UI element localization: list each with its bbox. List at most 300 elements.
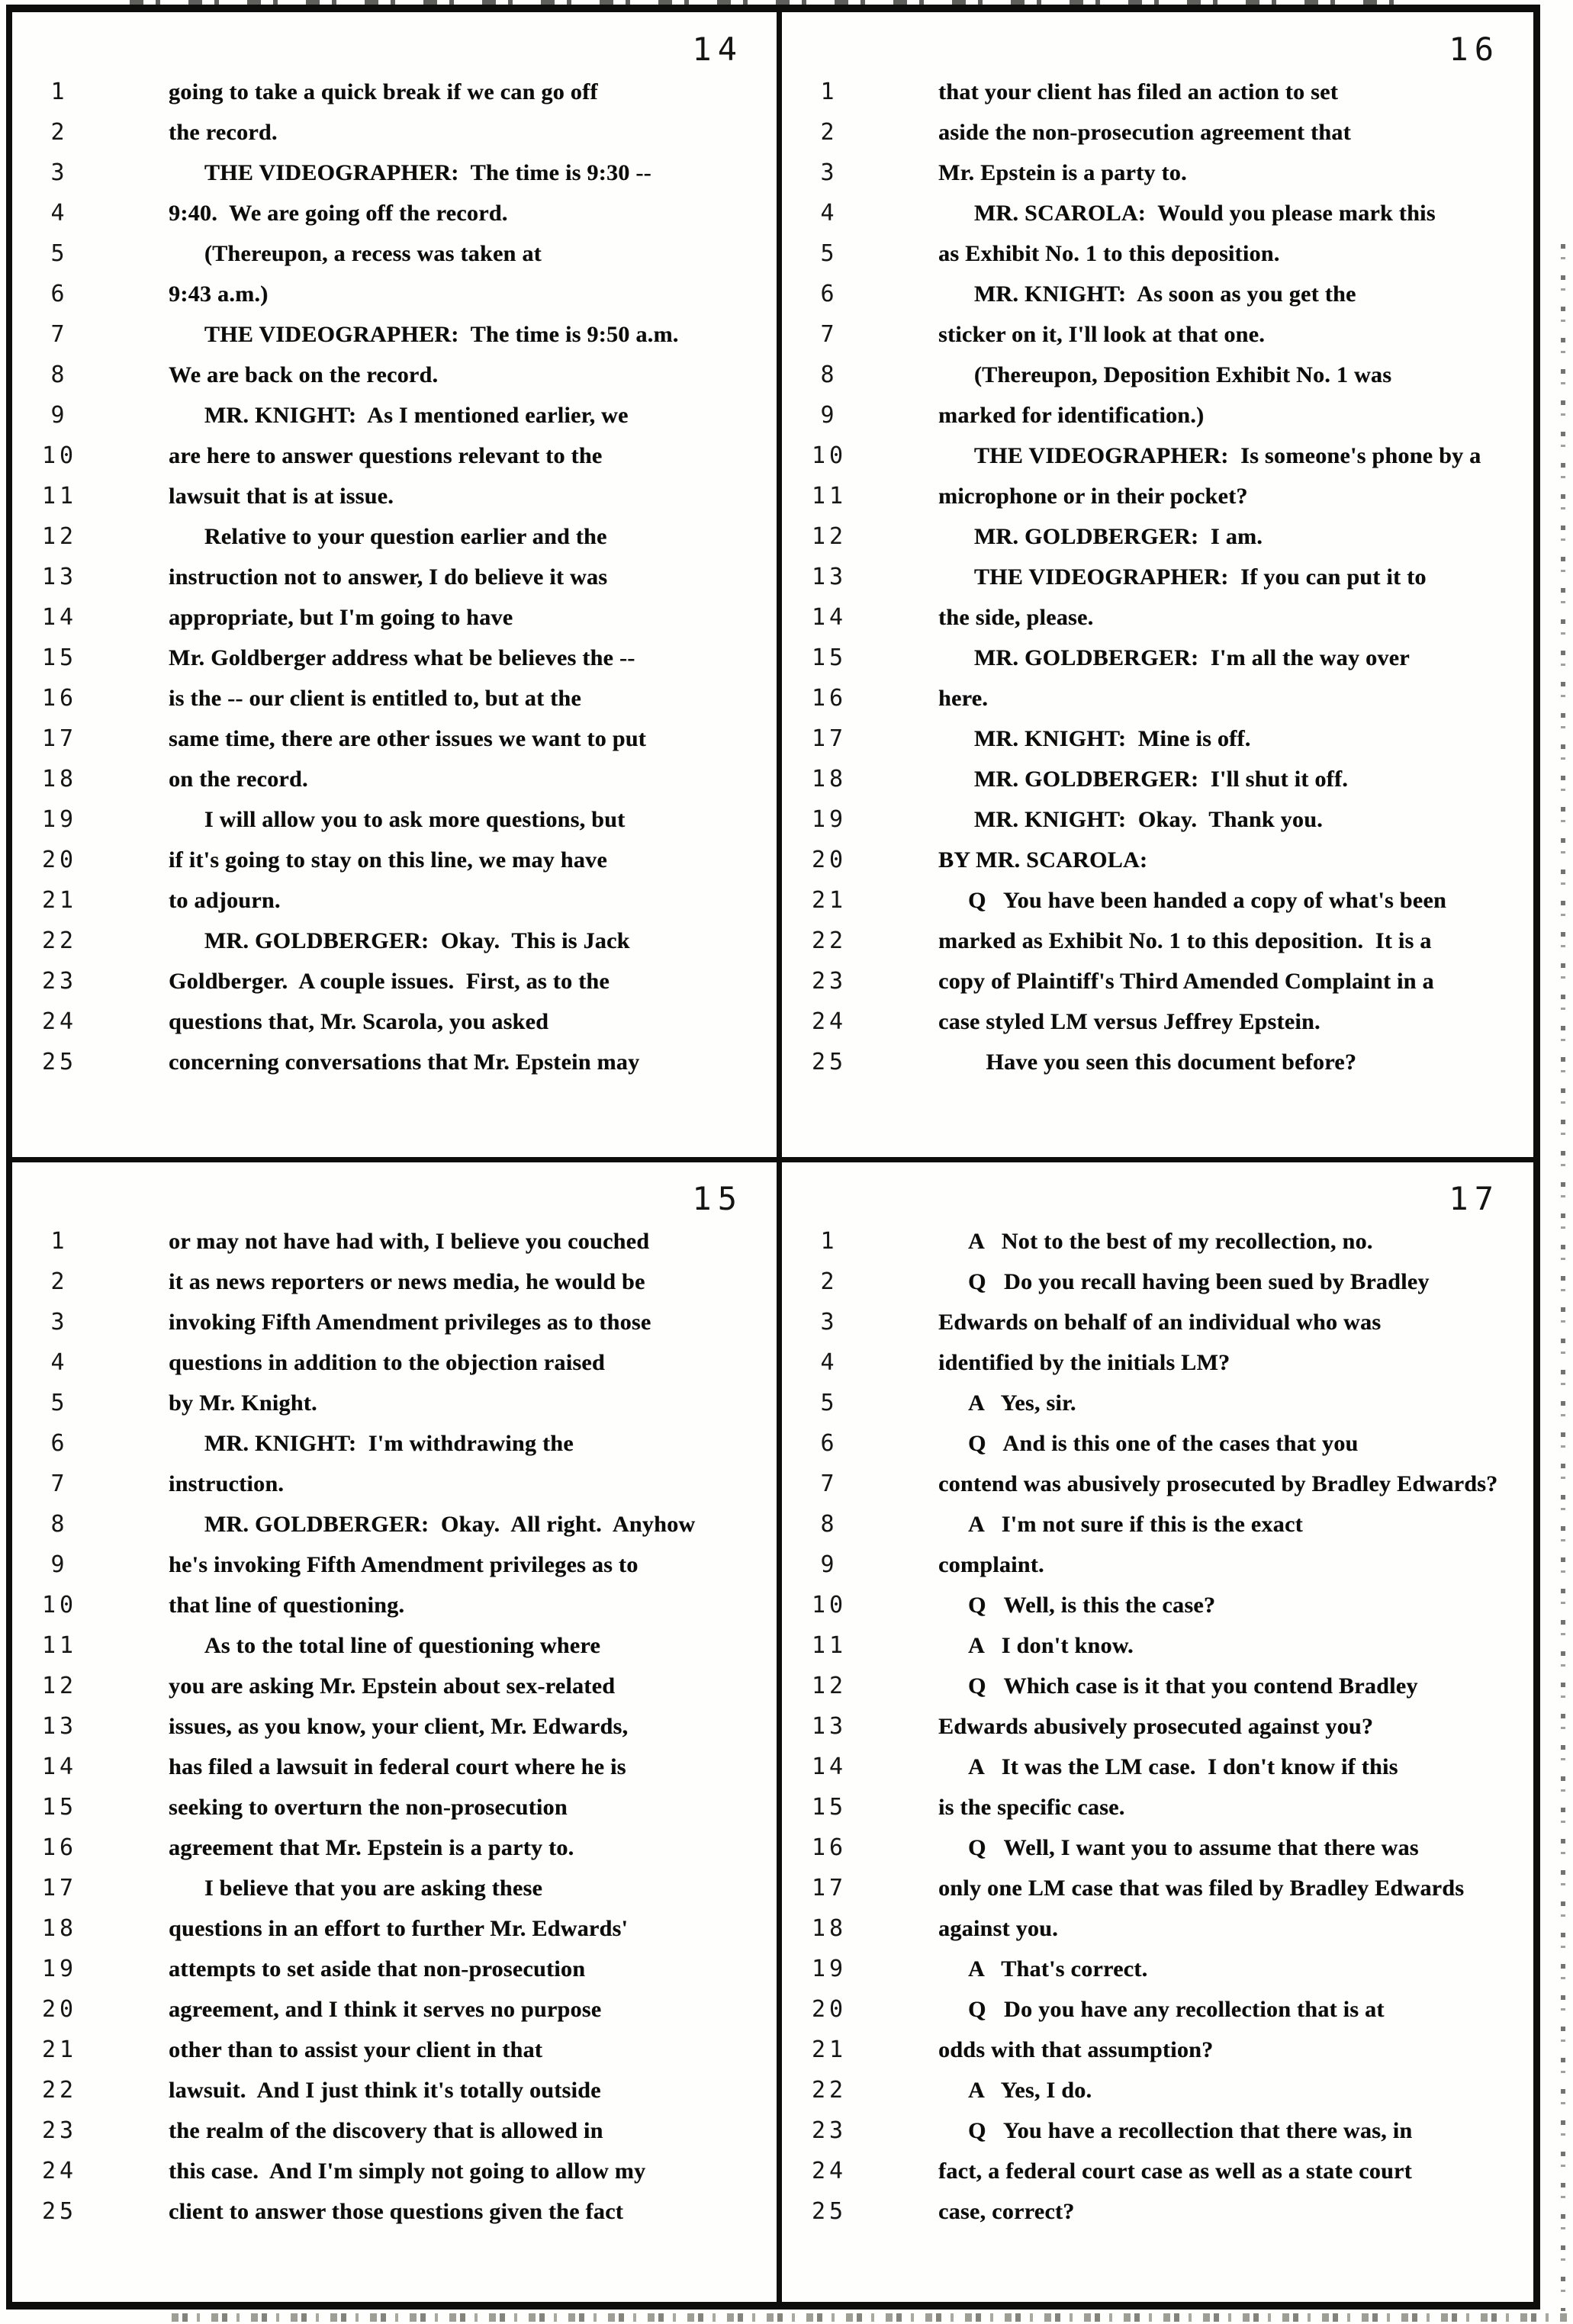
- line-number: 8: [820, 1511, 838, 1538]
- line-number: 12: [41, 523, 78, 550]
- line-number: 17: [811, 725, 848, 752]
- transcript-line: [782, 355, 1532, 395]
- transcript-line: [782, 72, 1532, 112]
- line-number: 2: [820, 119, 838, 146]
- transcript-line: [782, 436, 1532, 476]
- transcript-line: [12, 436, 775, 476]
- transcript-line: [782, 1042, 1532, 1082]
- line-text: THE VIDEOGRAPHER: Is someone's phone by a: [938, 442, 1481, 468]
- line-number: 10: [811, 442, 848, 469]
- line-text: Q Well, is this the case?: [938, 1592, 1216, 1618]
- line-number: 19: [41, 1956, 78, 1982]
- line-text: it as news reporters or news media, he would be: [169, 1268, 645, 1294]
- transcript-line: [782, 153, 1532, 193]
- transcript-line: [12, 1747, 775, 1787]
- transcript-line: [782, 961, 1532, 1001]
- line-number: 3: [820, 1309, 838, 1336]
- transcript-line: [12, 1262, 775, 1302]
- line-text: Mr. Goldberger address what be believes the --: [169, 644, 635, 670]
- transcript-line: [782, 112, 1532, 153]
- transcript-line: [12, 72, 775, 112]
- scan-noise-bottom-edge: [172, 2313, 1568, 2322]
- transcript-line: [782, 638, 1532, 678]
- line-number: 2: [50, 1268, 69, 1295]
- line-text: MR. KNIGHT: I'm withdrawing the: [169, 1430, 574, 1456]
- line-text: aside the non-prosecution agreement that: [938, 119, 1351, 145]
- transcript-line: [782, 2110, 1532, 2151]
- line-number: 18: [41, 1915, 78, 1942]
- line-text: Mr. Epstein is a party to.: [938, 159, 1187, 185]
- transcript-line: [782, 2151, 1532, 2191]
- transcript-page-15: [12, 1162, 777, 2302]
- line-number: 3: [50, 1309, 69, 1336]
- line-number: 8: [50, 362, 69, 388]
- transcript-line: [12, 2191, 775, 2232]
- line-number: 24: [811, 2158, 848, 2184]
- line-number: 18: [811, 1915, 848, 1942]
- line-text: attempts to set aside that non-prosecution: [169, 1956, 586, 1982]
- line-number: 11: [811, 483, 848, 509]
- line-text: A Yes, I do.: [938, 2077, 1092, 2103]
- line-number: 11: [41, 483, 78, 509]
- line-number: 17: [811, 1875, 848, 1901]
- line-text: the side, please.: [938, 604, 1094, 630]
- line-number: 3: [50, 159, 69, 186]
- line-number: 9: [820, 1551, 838, 1578]
- line-number: 19: [41, 806, 78, 833]
- line-number: 7: [820, 1471, 838, 1497]
- line-number: 9: [50, 1551, 69, 1578]
- line-text: MR. KNIGHT: Mine is off.: [938, 725, 1251, 751]
- transcript-line: [782, 880, 1532, 921]
- transcript-line: [12, 638, 775, 678]
- line-number: 5: [820, 240, 838, 267]
- line-text: as Exhibit No. 1 to this deposition.: [938, 240, 1280, 266]
- line-number: 9: [820, 402, 838, 429]
- line-text: A Yes, sir.: [938, 1390, 1076, 1416]
- line-text: We are back on the record.: [169, 362, 439, 387]
- line-number: 24: [41, 1008, 78, 1035]
- line-text: against you.: [938, 1915, 1058, 1941]
- line-list: [782, 1221, 1532, 2232]
- line-text: the realm of the discovery that is allowed in: [169, 2117, 603, 2143]
- line-text: other than to assist your client in that: [169, 2036, 543, 2062]
- line-number: 22: [41, 927, 78, 954]
- line-number: 14: [41, 604, 78, 631]
- line-text: lawsuit. And I just think it's totally outside: [169, 2077, 601, 2103]
- line-text: MR. KNIGHT: Okay. Thank you.: [938, 806, 1323, 832]
- transcript-line: [12, 2151, 775, 2191]
- line-text: has filed a lawsuit in federal court where he is: [169, 1753, 626, 1779]
- transcript-line: [12, 1625, 775, 1666]
- line-number: 14: [811, 1753, 848, 1780]
- transcript-line: [12, 1949, 775, 1989]
- line-number: 10: [811, 1592, 848, 1618]
- line-text: (Thereupon, a recess was taken at: [169, 240, 542, 266]
- transcript-line: [782, 921, 1532, 961]
- transcript-line: [12, 1666, 775, 1706]
- transcript-line: [782, 557, 1532, 597]
- line-text: or may not have had with, I believe you couched: [169, 1228, 650, 1254]
- line-text: A I'm not sure if this is the exact: [938, 1511, 1303, 1537]
- line-number: 13: [41, 1713, 78, 1740]
- transcript-line: [782, 1001, 1532, 1042]
- transcript-line: [782, 395, 1532, 436]
- line-number: 8: [820, 362, 838, 388]
- transcript-line: [12, 314, 775, 355]
- line-text: instruction not to answer, I do believe it was: [169, 564, 608, 590]
- line-number: 13: [41, 564, 78, 590]
- line-text: questions in an effort to further Mr. Edwards': [169, 1915, 629, 1941]
- line-text: same time, there are other issues we want to put: [169, 725, 646, 751]
- line-text: MR. GOLDBERGER: Okay. This is Jack: [169, 927, 630, 953]
- line-text: Q Well, I want you to assume that there was: [938, 1834, 1419, 1860]
- line-number: 9: [50, 402, 69, 429]
- line-text: contend was abusively prosecuted by Bradley Edwards?: [938, 1471, 1498, 1496]
- line-text: the record.: [169, 119, 278, 145]
- line-number: 24: [41, 2158, 78, 2184]
- transcript-line: [12, 516, 775, 557]
- transcript-line: [12, 355, 775, 395]
- transcript-line: [12, 1827, 775, 1868]
- transcript-line: [12, 1342, 775, 1383]
- line-number: 5: [820, 1390, 838, 1416]
- line-number: 25: [41, 2198, 78, 2225]
- line-text: microphone or in their pocket?: [938, 483, 1248, 509]
- line-text: MR. GOLDBERGER: I am.: [938, 523, 1263, 549]
- transcript-line: [12, 193, 775, 233]
- line-number: 1: [50, 79, 69, 105]
- line-number: 4: [50, 200, 69, 227]
- line-text: is the -- our client is entitled to, but at the: [169, 685, 582, 711]
- transcript-line: [782, 1868, 1532, 1908]
- line-number: 21: [41, 887, 78, 914]
- line-number: 4: [50, 1349, 69, 1376]
- line-text: issues, as you know, your client, Mr. Edwards,: [169, 1713, 629, 1739]
- line-text: agreement that Mr. Epstein is a party to.: [169, 1834, 574, 1860]
- transcript-line: [782, 1949, 1532, 1989]
- transcript-line: [782, 476, 1532, 516]
- line-number: 11: [41, 1632, 78, 1659]
- transcript-line: [12, 759, 775, 799]
- line-text: (Thereupon, Deposition Exhibit No. 1 was: [938, 362, 1392, 387]
- line-number: 6: [50, 1430, 69, 1457]
- line-text: that your client has filed an action to set: [938, 79, 1338, 104]
- line-number: 20: [811, 847, 848, 873]
- transcript-line: [782, 1262, 1532, 1302]
- transcript-line: [782, 2191, 1532, 2232]
- transcript-line: [782, 2070, 1532, 2110]
- transcript-line: [782, 1302, 1532, 1342]
- line-text: by Mr. Knight.: [169, 1390, 317, 1416]
- line-number: 5: [50, 1390, 69, 1416]
- line-number: 22: [811, 927, 848, 954]
- transcript-line: [12, 1585, 775, 1625]
- line-text: case styled LM versus Jeffrey Epstein.: [938, 1008, 1320, 1034]
- transcript-line: [12, 2070, 775, 2110]
- line-text: complaint.: [938, 1551, 1044, 1577]
- line-text: MR. GOLDBERGER: I'm all the way over: [938, 644, 1410, 670]
- transcript-line: [12, 1545, 775, 1585]
- transcript-line: [12, 840, 775, 880]
- transcript-line: [782, 597, 1532, 638]
- line-text: marked as Exhibit No. 1 to this deposition. It is a: [938, 927, 1432, 953]
- transcript-line: [782, 1666, 1532, 1706]
- line-text: to adjourn.: [169, 887, 281, 913]
- line-text: case, correct?: [938, 2198, 1075, 2224]
- line-text: MR. GOLDBERGER: I'll shut it off.: [938, 766, 1349, 792]
- line-number: 14: [811, 604, 848, 631]
- line-number: 7: [50, 321, 69, 348]
- line-text: A I don't know.: [938, 1632, 1134, 1658]
- line-number: 15: [41, 644, 78, 671]
- transcript-line: [782, 1383, 1532, 1423]
- line-text: seeking to overturn the non-prosecution: [169, 1794, 568, 1820]
- line-number: 2: [820, 1268, 838, 1295]
- line-number: 20: [811, 1996, 848, 2023]
- line-text: lawsuit that is at issue.: [169, 483, 394, 509]
- line-number: 18: [811, 766, 848, 792]
- transcript-line: [12, 1464, 775, 1504]
- line-text: that line of questioning.: [169, 1592, 405, 1618]
- line-text: I believe that you are asking these: [169, 1875, 543, 1901]
- line-number: 1: [820, 1228, 838, 1255]
- transcript-line: [12, 1504, 775, 1545]
- line-text: I will allow you to ask more questions, but: [169, 806, 626, 832]
- line-text: identified by the initials LM?: [938, 1349, 1230, 1375]
- transcript-line: [12, 2030, 775, 2070]
- page-number: 15: [692, 1180, 743, 1217]
- scan-noise-right-edge: [1561, 244, 1565, 2311]
- transcript-line: [782, 1504, 1532, 1545]
- transcript-line: [782, 759, 1532, 799]
- transcript-line: [12, 1423, 775, 1464]
- line-text: MR. GOLDBERGER: Okay. All right. Anyhow: [169, 1511, 696, 1537]
- line-number: 15: [811, 644, 848, 671]
- line-number: 22: [811, 2077, 848, 2104]
- line-number: 20: [41, 847, 78, 873]
- line-text: Q You have a recollection that there was, in: [938, 2117, 1413, 2143]
- line-number: 15: [41, 1794, 78, 1821]
- line-number: 22: [41, 2077, 78, 2104]
- transcript-line: [12, 597, 775, 638]
- transcript-line: [782, 2030, 1532, 2070]
- transcript-line: [12, 153, 775, 193]
- line-number: 3: [820, 159, 838, 186]
- line-text: MR. KNIGHT: As soon as you get the: [938, 281, 1356, 307]
- line-text: you are asking Mr. Epstein about sex-related: [169, 1673, 616, 1699]
- line-text: concerning conversations that Mr. Epstein may: [169, 1049, 640, 1075]
- line-number: 13: [811, 564, 848, 590]
- line-text: 9:40. We are going off the record.: [169, 200, 508, 226]
- transcript-line: [12, 112, 775, 153]
- line-list: [12, 1221, 775, 2232]
- line-number: 21: [811, 887, 848, 914]
- line-number: 16: [41, 1834, 78, 1861]
- line-text: Have you seen this document before?: [938, 1049, 1357, 1075]
- line-text: Relative to your question earlier and the: [169, 523, 607, 549]
- line-number: 4: [820, 1349, 838, 1376]
- transcript-line: [782, 1464, 1532, 1504]
- line-number: 4: [820, 200, 838, 227]
- line-number: 2: [50, 119, 69, 146]
- line-text: is the specific case.: [938, 1794, 1125, 1820]
- transcript-line: [782, 233, 1532, 274]
- line-text: Goldberger. A couple issues. First, as to the: [169, 968, 610, 994]
- transcript-line: [12, 1383, 775, 1423]
- transcript-line: [12, 1908, 775, 1949]
- line-number: 13: [811, 1713, 848, 1740]
- line-text: this case. And I'm simply not going to allow my: [169, 2158, 646, 2184]
- transcript-line: [782, 718, 1532, 759]
- line-text: he's invoking Fifth Amendment privileges as to: [169, 1551, 639, 1577]
- transcript-line: [782, 1585, 1532, 1625]
- transcript-line: [12, 1042, 775, 1082]
- line-number: 12: [811, 523, 848, 550]
- line-number: 6: [820, 281, 838, 307]
- page-number: 16: [1449, 31, 1500, 68]
- line-number: 23: [41, 968, 78, 995]
- line-text: fact, a federal court case as well as a state court: [938, 2158, 1412, 2184]
- transcript-line: [782, 1747, 1532, 1787]
- line-number: 25: [41, 1049, 78, 1075]
- line-text: client to answer those questions given the fact: [169, 2198, 624, 2224]
- line-number: 1: [820, 79, 838, 105]
- line-text: if it's going to stay on this line, we may have: [169, 847, 607, 873]
- line-number: 7: [50, 1471, 69, 1497]
- line-text: THE VIDEOGRAPHER: The time is 9:30 --: [169, 159, 651, 185]
- line-number: 24: [811, 1008, 848, 1035]
- line-number: 1: [50, 1228, 69, 1255]
- line-text: Edwards on behalf of an individual who was: [938, 1309, 1382, 1335]
- transcript-line: [12, 2110, 775, 2151]
- transcript-line: [12, 961, 775, 1001]
- transcript-line: [782, 840, 1532, 880]
- line-text: are here to answer questions relevant to the: [169, 442, 603, 468]
- line-number: 14: [41, 1753, 78, 1780]
- line-text: invoking Fifth Amendment privileges as to those: [169, 1309, 651, 1335]
- line-number: 21: [811, 2036, 848, 2063]
- line-text: sticker on it, I'll look at that one.: [938, 321, 1266, 347]
- line-number: 21: [41, 2036, 78, 2063]
- line-number: 23: [811, 2117, 848, 2144]
- transcript-line: [782, 1625, 1532, 1666]
- line-text: THE VIDEOGRAPHER: If you can put it to: [938, 564, 1427, 590]
- line-text: on the record.: [169, 766, 308, 792]
- line-text: Q You have been handed a copy of what's been: [938, 887, 1446, 913]
- transcript-line: [782, 516, 1532, 557]
- line-number: 18: [41, 766, 78, 792]
- line-number: 10: [41, 442, 78, 469]
- transcript-line: [12, 678, 775, 718]
- line-text: MR. KNIGHT: As I mentioned earlier, we: [169, 402, 629, 428]
- line-text: here.: [938, 685, 989, 711]
- line-text: Q Do you recall having been sued by Bradley: [938, 1268, 1430, 1294]
- line-text: copy of Plaintiff's Third Amended Complaint in a: [938, 968, 1434, 994]
- page-number: 17: [1449, 1180, 1500, 1217]
- line-number: 16: [811, 685, 848, 712]
- transcript-line: [782, 799, 1532, 840]
- line-text: instruction.: [169, 1471, 285, 1496]
- line-text: BY MR. SCAROLA:: [938, 847, 1148, 873]
- line-number: 7: [820, 321, 838, 348]
- line-list: [782, 72, 1532, 1082]
- transcript-line: [782, 1989, 1532, 2030]
- transcript-line: [12, 1989, 775, 2030]
- line-text: 9:43 a.m.): [169, 281, 269, 307]
- transcript-line: [782, 1827, 1532, 1868]
- line-text: THE VIDEOGRAPHER: The time is 9:50 a.m.: [169, 321, 679, 347]
- transcript-line: [12, 476, 775, 516]
- line-number: 10: [41, 1592, 78, 1618]
- transcript-line: [782, 1221, 1532, 1262]
- transcript-line: [12, 799, 775, 840]
- line-text: only one LM case that was filed by Bradley Edwards: [938, 1875, 1465, 1901]
- line-text: odds with that assumption?: [938, 2036, 1214, 2062]
- line-number: 25: [811, 2198, 848, 2225]
- transcript-line: [12, 1787, 775, 1827]
- line-number: 12: [41, 1673, 78, 1699]
- transcript-page-14: [12, 12, 777, 1157]
- transcript-line: [782, 274, 1532, 314]
- line-number: 11: [811, 1632, 848, 1659]
- line-number: 17: [41, 1875, 78, 1901]
- transcript-line: [782, 678, 1532, 718]
- line-number: 16: [811, 1834, 848, 1861]
- transcript-line: [782, 1908, 1532, 1949]
- transcript-line: [12, 1868, 775, 1908]
- line-text: Edwards abusively prosecuted against you?: [938, 1713, 1374, 1739]
- transcript-page-17: [782, 1162, 1533, 2302]
- line-number: 20: [41, 1996, 78, 2023]
- line-number: 19: [811, 806, 848, 833]
- page-number: 14: [692, 31, 743, 68]
- transcript-line: [782, 314, 1532, 355]
- transcript-line: [782, 1423, 1532, 1464]
- line-text: Q Which case is it that you contend Bradley: [938, 1673, 1418, 1699]
- transcript-line: [12, 1302, 775, 1342]
- line-number: 8: [50, 1511, 69, 1538]
- transcript-line: [12, 1706, 775, 1747]
- transcript-line: [12, 880, 775, 921]
- line-text: questions that, Mr. Scarola, you asked: [169, 1008, 549, 1034]
- line-number: 23: [41, 2117, 78, 2144]
- line-list: [12, 72, 775, 1082]
- line-text: As to the total line of questioning where: [169, 1632, 601, 1658]
- line-number: 5: [50, 240, 69, 267]
- transcript-line: [782, 1545, 1532, 1585]
- line-number: 6: [50, 281, 69, 307]
- transcript-line: [12, 274, 775, 314]
- line-text: questions in addition to the objection raised: [169, 1349, 605, 1375]
- transcript-line: [12, 395, 775, 436]
- line-number: 17: [41, 725, 78, 752]
- transcript-page-16: [782, 12, 1533, 1157]
- transcript-line: [12, 718, 775, 759]
- line-number: 12: [811, 1673, 848, 1699]
- line-text: A Not to the best of my recollection, no.: [938, 1228, 1373, 1254]
- line-text: agreement, and I think it serves no purpose: [169, 1996, 602, 2022]
- transcript-line: [12, 921, 775, 961]
- line-number: 25: [811, 1049, 848, 1075]
- transcript-line: [782, 1342, 1532, 1383]
- transcript-line: [12, 557, 775, 597]
- line-number: 16: [41, 685, 78, 712]
- line-number: 15: [811, 1794, 848, 1821]
- line-text: appropriate, but I'm going to have: [169, 604, 513, 630]
- transcript-line: [12, 1221, 775, 1262]
- line-text: A That's correct.: [938, 1956, 1148, 1982]
